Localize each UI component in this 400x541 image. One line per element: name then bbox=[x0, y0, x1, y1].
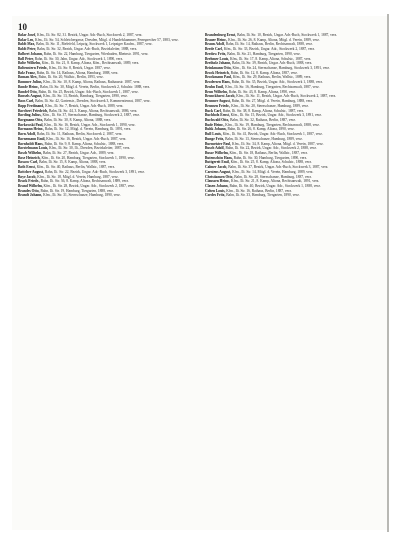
entry-details: Bahn, Ili. Str. 39, Bezirk, Ungar. Adr.-Buch, 1888, verz. bbox=[232, 61, 313, 66]
entry-details: Kfm., Ili. Str. 25, 8. Kamp, Altona, Schulstr., 1888, verz. bbox=[230, 160, 312, 165]
entry-details: Kfm., Ili. Str. 18, Mitgl. d. Verein, Hamburg, 1887, verz. bbox=[37, 174, 119, 179]
entry-details: Bahn, Ili. Str. 32, Bezirk, Ungar. Adr.-Buch, Bezirksleiter, 1888, verz. bbox=[36, 47, 138, 52]
entry-name: Claussen Heinr., bbox=[205, 179, 231, 184]
entry-name: Bottcher August, bbox=[18, 169, 44, 174]
entry-details: Kfm., Ili. Str. 21, 8. Kamp, Altona, Kfm., Rechtsanwalt, 1889, verz. bbox=[41, 61, 140, 66]
entry-name: Both Ernst, bbox=[18, 165, 36, 170]
entry-details: Kfm., Ili. Str. 17, 8. Kamp, Altona, Schulstr., 1887, verz. bbox=[229, 56, 312, 61]
entry-details: Kfm., Ili. Str. 8, Bezirk, Ungar. 1887, verz. bbox=[49, 66, 111, 71]
entry-name: Bruhn Emil, bbox=[205, 84, 225, 89]
entry-name: Breiholz Johann, bbox=[205, 61, 232, 66]
page-number: 10 bbox=[18, 22, 27, 32]
entry-name: Borgmann Otto, bbox=[18, 117, 44, 122]
entry-name: Buttgereit Emil, bbox=[205, 160, 230, 165]
entry-details: Kfm., Ili. Str. 20, Hamburg, Tiergarten, Stockwerk 1, 1890, verz. bbox=[41, 155, 135, 160]
entry-name: Bornemann Emil, bbox=[18, 136, 46, 141]
entry-name: Bolte Wilhelm, bbox=[18, 61, 41, 66]
entry-name: Brand Wilhelm, bbox=[18, 184, 43, 188]
entry-name: Bornholdt Hans, bbox=[18, 141, 44, 146]
entry-details: Bahn, Ili. Str. 20, Wallstr., Berlin, 1893, verz. bbox=[38, 75, 104, 80]
entry-details: Kfm., Ili. Str. 31, Sternschanze, Hamburg, 1890, verz. bbox=[43, 193, 121, 198]
entry-name: Bude Heinr., bbox=[205, 122, 225, 127]
entry-name: Boldt Peter, bbox=[18, 47, 37, 52]
entry-details: Bahn, Ili. Str. 25, Bezirk, Ungar. Adr.-Buch, Stockwerk 1, 1887, verz. bbox=[38, 89, 139, 94]
entry-name: Brinkmann Otto, bbox=[205, 66, 232, 71]
entry-details: Bahn, Ili. Str. 21, Hamburg, Tiergarten, 1890, verz. bbox=[227, 51, 301, 56]
entry-details: Bahn, Ili. Str. 26, 8. Kamp, Altona, 1890, verz. bbox=[227, 127, 295, 132]
entry-name: Cohen Louis, bbox=[205, 188, 226, 193]
entry-name: Brede Carl, bbox=[205, 47, 223, 52]
entry-details: Bahn, Ili. Str. 30, Hamburg, Tiergarten, 1890, verz. bbox=[233, 155, 308, 160]
entry-name: Bonde Heinr., bbox=[18, 84, 40, 89]
entry-name: Bolar Leo, bbox=[18, 37, 35, 42]
entry-name: Boye Jacob, bbox=[18, 174, 37, 179]
entry-name: Brunckhorst Jacob, bbox=[205, 94, 236, 99]
entry-name: Bording Julius, bbox=[18, 113, 42, 118]
entry-details: Kfm., Ili. Str. 16, Bezirk, Ungar. Adr.-Buch, 1887, verz. bbox=[46, 136, 127, 141]
entry-name: Bopp Ferdinand, bbox=[18, 103, 45, 108]
entry-details: Kfm., Ili. Str. 37, Sternschanze, Hamburg, Stockwerk 2, 1887, verz. bbox=[42, 113, 140, 118]
entry-name: Bolbert Johann, bbox=[18, 51, 43, 56]
entry-name: Brun Wilhelm, bbox=[205, 89, 228, 94]
entry-name: Boll Peter, bbox=[18, 56, 34, 61]
entry-name: Brunner August, bbox=[205, 99, 231, 104]
entry-name: Bose Heinrich, bbox=[18, 155, 41, 160]
entry-details: Bahn, Ili. Str. 19, Hamburg, Tiergarten, 1888, verz. bbox=[40, 188, 114, 193]
entry-details: Kfm., Ili. Str. 16, Bezirk, Ungar. Adr., Stockwerk 1, 1890, verz. bbox=[44, 122, 136, 127]
entry-details: Bahn, Ili. Str. 14, Rathaus, Berlin, Rechtsanwalt, 1888, verz. bbox=[225, 42, 313, 47]
entry-name: Borchert Friedrich, bbox=[18, 108, 49, 113]
entry-details: Kfm., Ili. Str. 21, 8. Kamp, Altona, Rechtsanwalt, 1891, verz. bbox=[231, 179, 320, 184]
entry-details: Kfm., Ili. Str. 13, Bezirk, Hamburg, Tiergarten, 1890, verz. bbox=[43, 94, 128, 99]
entry-name: Bossow Carl, bbox=[18, 160, 39, 165]
entry-details: Bahn, Ili. Str. 42, Gartenstr., Dresden, Stockwerk 3, Kommerzienrat, 1887, verz. bbox=[35, 99, 151, 104]
entry-name: Brockmann Paul, bbox=[205, 75, 232, 80]
entry-name: Clasen Johann, bbox=[205, 184, 229, 188]
entry-name: Bondel Otto, bbox=[18, 89, 38, 94]
entry-details: Kfm., Ili. Str. 41, Bezirk, Ungar. Adr.-Buch, Stockwerk 1, 1887, verz. bbox=[222, 132, 323, 137]
directory-entry bbox=[205, 193, 383, 198]
entry-name: Boos Carl, bbox=[18, 99, 35, 104]
entry-name: Bormann Heinr., bbox=[18, 127, 44, 132]
entry-details: Kfm., Ili. Str. 16, Rathaus, Berlin, 1887, verz. bbox=[226, 188, 292, 193]
entry-name: Burmeister Paul, bbox=[205, 141, 232, 146]
entry-details: Bahn, Ili. Str. 9, 8. Kamp, Altona, Schulstr., 1888, verz. bbox=[44, 141, 125, 146]
entry-details: Bahn, Ili. Str. 37, Bezirk, Ungar. Adr.-Buch, Stockwerk 3, 1887, verz. bbox=[228, 165, 329, 170]
entry-name: Buhk Johann, bbox=[205, 127, 227, 132]
entry-name: Butenschön Hans, bbox=[205, 155, 233, 160]
entry-name: Braun Adolf, bbox=[205, 42, 225, 47]
entry-name: Bolz Franz, bbox=[18, 70, 36, 75]
entry-details: Bahn, Ili. Str. 44, 3. Kamp, Altona, Rechtsanwalt, 1886, verz. bbox=[48, 108, 138, 113]
entry-details: Kfm., Ili. Str. 19, Hamburg, Tiergarten, Rechtsanwalt, 1888, verz. bbox=[225, 122, 320, 127]
entry-name: Brunsen Friedr., bbox=[205, 103, 231, 108]
entry-details: Bahn, Ili. Str. 36, 8. Kamp, Altona, Rechtsanwalt, 1889, verz. bbox=[40, 179, 129, 184]
entry-details: Bahn, Ili. Str. 12, 8. Kamp, Altona, 1887, verz. bbox=[230, 70, 298, 75]
entry-name: Brauer Heinr., bbox=[205, 37, 228, 42]
entry-name: Bredow Fritz, bbox=[205, 51, 227, 56]
entry-name: Brack Friedr., bbox=[18, 179, 40, 184]
entry-name: Calmer Jacob, bbox=[205, 165, 228, 170]
entry-details: Kfm., Ili. Str. 82, 31. Bezirk, Ungar. Adr.-Buch, Stockwerk 2, 1887, verz. bbox=[37, 33, 143, 37]
entry-details: Kfm., Ili. Str. 40, Rathaus, Berlin, Wallstr., 1887, verz. bbox=[36, 165, 116, 170]
entry-details: Bahn, Ili. Str. 22, Bezirk, Ungar. Adr.-Buch, Stockwerk 3, 1891, verz. bbox=[44, 169, 145, 174]
entry-details: Bahn, Ili. Str. 14, Rathaus, Altona, Hamburg, 1888, verz. bbox=[36, 70, 119, 75]
entry-name: Cordes Fritz, bbox=[205, 193, 226, 198]
entry-details: Bahn, Ili. Str. 38, 8. Kamp, Altona, Schulstr., 1887, verz. bbox=[222, 108, 305, 113]
entry-details: Bahn, Ili. Str. 12, Mitgl. d. Verein, Hamburg, Ili. 1891, verz. bbox=[44, 127, 132, 132]
entry-name: Brock Heinrich, bbox=[205, 70, 230, 75]
entry-details: Kfm., Ili. Str. 14, Mitgl. d. Verein, Hamburg, 1889, verz. bbox=[232, 169, 314, 174]
entry-name: Brandes Otto, bbox=[18, 188, 40, 193]
entry-name: Boltenstern Friedr., bbox=[18, 66, 49, 71]
entry-name: Brandenburg Ernst, bbox=[205, 33, 237, 37]
entry-details: Bahn, Ili. Str. 30, 8. Kamp, Altona, 1888, verz. bbox=[44, 117, 112, 122]
entry-details: Bahn, Ili. Str. 35, Bezirk, Ungar. Adr., Stockwerk 1, 1888, verz. bbox=[231, 80, 323, 85]
entry-name: Boldt Max, bbox=[18, 42, 36, 47]
entry-details: Kfm., Ili. Str. 16, Hamburg, Tiergarten, Rechtsanwalt, 1887, verz. bbox=[225, 84, 320, 89]
entry-details: Kfm., Ili. Str. 11, Bezirk, Ungar. Adr.-Buch, Stockwerk 2, 1887, verz. bbox=[236, 94, 337, 99]
entry-details: Bahn, Ili. Str. 22, Bezirk, Ungar. Adr., Stockwerk 2, 1888, verz. bbox=[225, 146, 317, 151]
entry-name: Brandt Johann, bbox=[18, 193, 43, 198]
entry-details: Bahn, Ili. Str. 10, Bezirk, Ungar. Adr.-Buch, Stockwerk 1, 1887, verz. bbox=[237, 33, 338, 37]
entry-name: Born Adolf, bbox=[18, 132, 36, 137]
entry-details: Kfm., Ili. Str. 26, 8. Kamp, Altona, Mitgl. d. Verein, 1889, verz. bbox=[228, 37, 320, 42]
entry-name: Borstelmann Louis, bbox=[18, 146, 49, 151]
entry-details: Kfm., Ili. Str. 15, Bezirk, Ungar. Adr., Stockwerk 3, 1891, verz. bbox=[230, 113, 322, 118]
entry-name: Brodersen Hans, bbox=[205, 80, 231, 85]
entry-details: Kfm., Ili. Str. 18, Rathaus, Berlin, Wallstr., 1887, verz. bbox=[229, 150, 308, 155]
entry-name: Borkowski Paul, bbox=[18, 122, 44, 127]
entry-details: Kfm., Ili. Str. 10, 8. Kamp, Altona, Rathaus, Rathausstr. 1887, verz. bbox=[43, 80, 141, 85]
entry-name: Bosch Wilhelm, bbox=[18, 150, 43, 155]
entry-details: Kfm., Ili. Str. 54, Schleichergasse, Dresden, Mitgl. d. Handelskammer, Fernsprecher 57, 1883, verz. bbox=[35, 37, 179, 42]
entry-details: Bahn, Ili. Str. 43, 8. Kamp, Altona, 1890, verz. bbox=[228, 89, 296, 94]
entry-name: Bunge Fritz, bbox=[205, 136, 225, 141]
entry-details: Bahn, Ili. Str. 28, Sternschanze, Hamburg, 1887, verz. bbox=[234, 174, 312, 179]
entry-name: Bonsels August, bbox=[18, 94, 43, 99]
entry-details: Kfm., Ili. Str. 7, Bezirk, Ungar. Adr.-Buch, 1889, verz. bbox=[45, 103, 124, 108]
entry-name: Boman Alex, bbox=[18, 75, 38, 80]
entry-details: Bahn, Ili. Str. 11, Bielefeld, Leipzig, Stockwerk 1, Leipziger Kaufm., 1887, verz. bbox=[36, 42, 153, 47]
entry-details: Bahn, Ili. Str. 32, Rathaus, Berlin, 1887, verz. bbox=[230, 117, 296, 122]
entry-details: Kfm., Ili. Str. 34, 8. Kamp, Altona, Mitgl. d. Verein, 1887, verz. bbox=[232, 141, 324, 146]
entry-details: Kfm., Ili. Str. 30, Ili., Dresden, Bezirksleiter, 1887, verz. bbox=[49, 146, 131, 151]
entry-details: Bahn, Ili. Str. 22, Hamburg, Tiergarten, Wiesbaden, Rheinstr. 1891, verz. bbox=[43, 51, 149, 56]
entry-details: Bahn, Ili. Str. 33, Hamburg, Tiergarten, 1890, verz. bbox=[226, 193, 300, 198]
page-edge-shadow bbox=[387, 14, 389, 532]
entry-name: Busse Wilhelm, bbox=[205, 150, 229, 155]
entry-name: Bolar Josef, bbox=[18, 33, 37, 37]
entry-name: Buchholz Ernst, bbox=[205, 113, 230, 118]
directory-column-left bbox=[18, 33, 196, 198]
entry-name: Buck Carl, bbox=[205, 108, 222, 113]
directory-column-right bbox=[205, 33, 383, 198]
entry-name: Buchwald Otto, bbox=[205, 117, 230, 122]
entry-name: Carstens August, bbox=[205, 169, 232, 174]
directory-entry bbox=[18, 193, 196, 198]
entry-details: Bahn, Ili. Str. 27, Mitgl. d. Verein, Hamburg, 1888, verz. bbox=[231, 99, 314, 104]
entry-details: Kfm., Ili. Str. 29, Rathaus, Berlin, Wallstr., 1889, verz. bbox=[232, 75, 312, 80]
entry-details: Kfm., Ili. Str. 20, Sternschanze, Hamburg, 1889, verz. bbox=[231, 103, 309, 108]
entry-details: Kfm., Ili. Str. 28, Bezirk, Ungar. Adr., Stockwerk 2, 1887, verz. bbox=[43, 184, 135, 188]
entry-details: Bahn, Ili. Str. 40, Bezirk, Ungar. Adr., Stockwerk 1, 1888, verz. bbox=[229, 184, 321, 188]
entry-name: Bull Louis, bbox=[205, 132, 222, 137]
entry-details: Bahn, Ili. Str. 30, Jahn, Ungar. Adr., Stockwerk 1, 1890, verz. bbox=[34, 56, 124, 61]
entry-details: Bahn, Ili. Str. 15, 8. Kamp, Altona, 1888, verz. bbox=[39, 160, 107, 165]
entry-details: Bahn, Ili. Str. 13, Sternschanze, Hamburg, 1889, verz. bbox=[225, 136, 303, 141]
entry-name: Bommer Julius, bbox=[18, 80, 43, 85]
entry-details: Kfm., Ili. Str. 24, Sternschanze, Hamburg, Stockwerk 3, 1891, verz. bbox=[232, 66, 330, 71]
entry-name: Busch Adolf, bbox=[205, 146, 225, 151]
entry-details: Kfm., Ili. Str. 33, Bezirk, Ungar. Adr., Stockwerk 2, 1887, verz. bbox=[223, 47, 316, 52]
entry-details: Bahn, Ili. Str. 11, Rathaus, Berlin, Stockwerk 2, 1887, verz. bbox=[36, 132, 123, 137]
entry-name: Brehmer Louis, bbox=[205, 56, 230, 61]
entry-details: Bahn, Ili. Str. 27, Bezirk, Ungar. Adr., 1889, verz. bbox=[42, 150, 115, 155]
entry-details: Bahn, Ili. Str. 30, Mitgl. d. Verein, Berlin, Stockwerk 2, Schulstr. 1888, verz. bbox=[40, 84, 151, 89]
entry-name: Christiansen Otto, bbox=[205, 174, 234, 179]
